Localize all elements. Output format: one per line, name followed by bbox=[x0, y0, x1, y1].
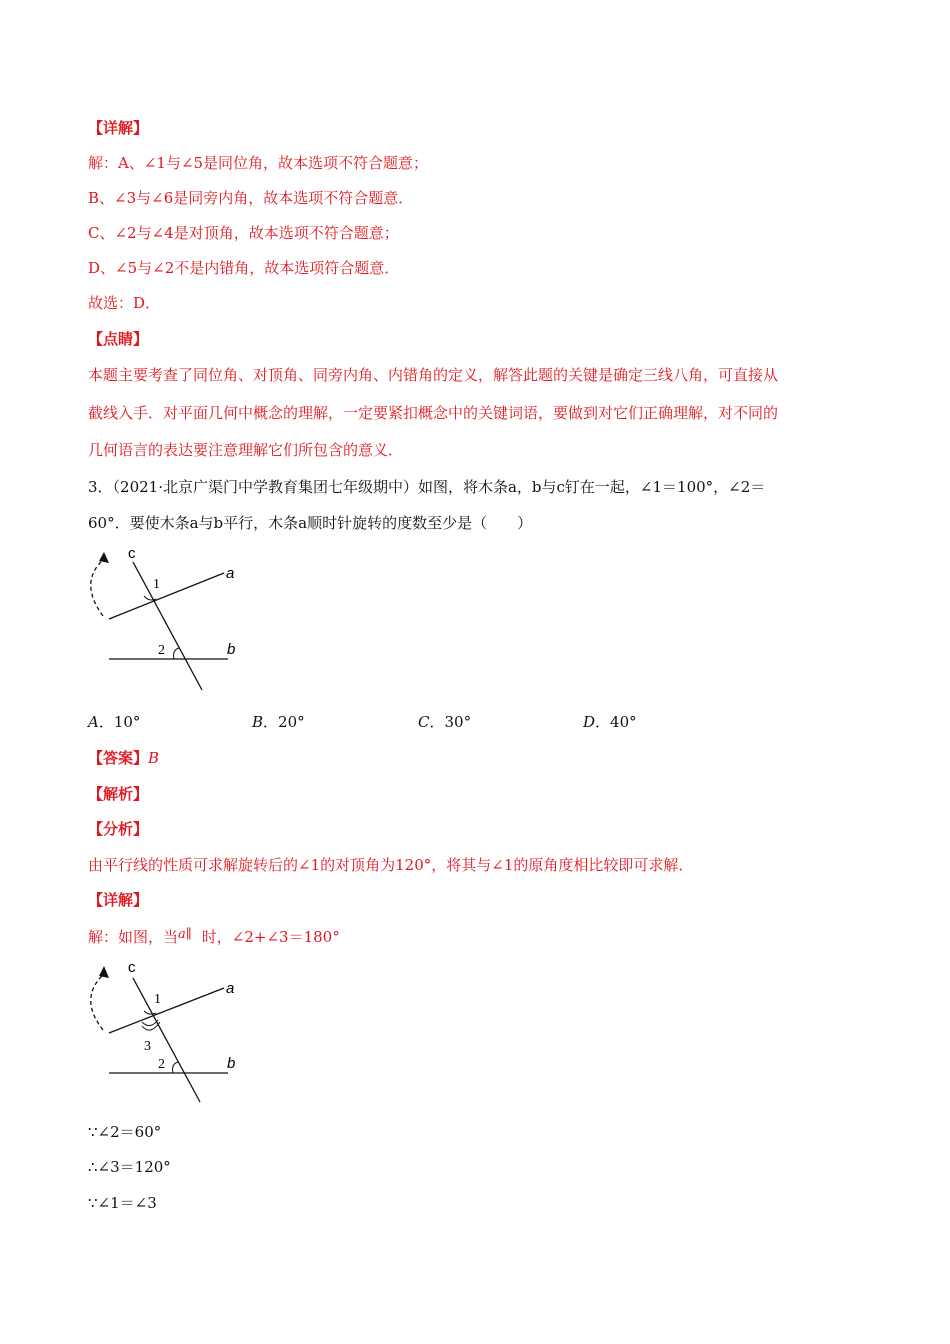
analysis-heading: 【解析】 bbox=[88, 785, 149, 803]
option-c bbox=[418, 712, 471, 732]
rotation-arc bbox=[91, 559, 104, 616]
rotation-arrow-icon bbox=[99, 966, 109, 978]
option-c-text: ．30° bbox=[429, 713, 472, 731]
label-c: c bbox=[128, 959, 136, 976]
option-b-text: ．20° bbox=[263, 713, 305, 731]
step-3: ∵∠1＝∠3 bbox=[88, 1194, 157, 1212]
line-c bbox=[133, 562, 202, 690]
detail2-heading: 【详解】 bbox=[88, 891, 149, 909]
step-2: ∴∠3＝120° bbox=[88, 1158, 171, 1176]
option-c-letter: C bbox=[418, 713, 430, 731]
question3-figure bbox=[78, 542, 268, 694]
line-a bbox=[109, 573, 224, 619]
label-angle-3: 3 bbox=[144, 1039, 151, 1054]
detail-conclusion: 故选：D． bbox=[88, 294, 161, 312]
angle-1-arc bbox=[144, 596, 156, 600]
detail-line-2: B、∠3与∠6是同旁内角，故本选项不符合题意． bbox=[88, 189, 414, 207]
label-angle-1: 1 bbox=[153, 577, 160, 592]
line-a bbox=[109, 988, 224, 1033]
angle-2-arc bbox=[174, 648, 179, 659]
detail2-symbol: a∥ bbox=[178, 927, 192, 942]
option-d-text: ．40° bbox=[595, 713, 637, 731]
comment-line-3: 几何语言的表达要注意理解它们所包含的意义． bbox=[88, 441, 404, 459]
question3-line-1: 3．（2021·北京广渠门中学教育集团七年级期中）如图，将木条a，b与c钉在一起，∠1＝100°，∠2＝ bbox=[88, 478, 766, 496]
option-b bbox=[252, 712, 305, 732]
detail-line-4: D、∠5与∠2不是内错角，故本选项符合题意． bbox=[88, 259, 400, 277]
option-a-text: ．10° bbox=[98, 713, 141, 731]
detail2-line bbox=[88, 925, 340, 947]
angle-1-arc bbox=[144, 1011, 156, 1014]
option-b-letter: B bbox=[252, 713, 264, 731]
option-a-letter: A bbox=[88, 713, 99, 731]
label-b: b bbox=[227, 641, 236, 658]
rotation-arrow-icon bbox=[99, 552, 109, 563]
option-d bbox=[583, 712, 637, 732]
comment-line-1: 本题主要考查了同位角、对顶角、同旁内角、内错角的定义，解答此题的关键是确定三线八角，可直接从 bbox=[88, 366, 779, 384]
label-b: b bbox=[227, 1055, 236, 1072]
answer-line bbox=[88, 748, 159, 768]
label-angle-1: 1 bbox=[154, 992, 161, 1007]
rotation-arc bbox=[91, 974, 104, 1030]
step-1: ∵∠2＝60° bbox=[88, 1123, 162, 1141]
option-a bbox=[88, 712, 140, 732]
label-angle-2: 2 bbox=[158, 643, 165, 658]
fenxi-heading: 【分析】 bbox=[88, 820, 149, 838]
label-a: a bbox=[226, 565, 235, 582]
detail2-suffix: 时，∠2+∠3＝180° bbox=[201, 928, 340, 946]
detail2-prefix: 解：如图，当 bbox=[88, 928, 179, 946]
answer-value: B bbox=[148, 749, 160, 767]
label-angle-2: 2 bbox=[158, 1057, 165, 1072]
detail-heading: 【详解】 bbox=[88, 119, 149, 137]
detail-line-1: 解：A、∠1与∠5是同位角，故本选项不符合题意； bbox=[88, 154, 429, 172]
label-a: a bbox=[226, 980, 235, 997]
question3-line-2: 60°．要使木条a与b平行，木条a顺时针旋转的度数至少是（ ） bbox=[88, 514, 533, 532]
comment-heading: 【点睛】 bbox=[88, 330, 149, 348]
solution-figure bbox=[78, 958, 268, 1108]
answer-label: 【答案】 bbox=[88, 749, 149, 767]
detail-line-3: C、∠2与∠4是对顶角，故本选项不符合题意； bbox=[88, 224, 399, 242]
label-c: c bbox=[128, 545, 136, 562]
fenxi-text: 由平行线的性质可求解旋转后的∠1的对顶角为120°，将其与∠1的原角度相比较即可求解． bbox=[88, 856, 694, 874]
comment-line-2: 截线入手．对平面几何中概念的理解，一定要紧扣概念中的关键词语，要做到对它们正确理解，对不同的 bbox=[88, 404, 779, 422]
option-d-letter: D bbox=[583, 713, 596, 731]
angle-2-arc bbox=[173, 1062, 178, 1073]
